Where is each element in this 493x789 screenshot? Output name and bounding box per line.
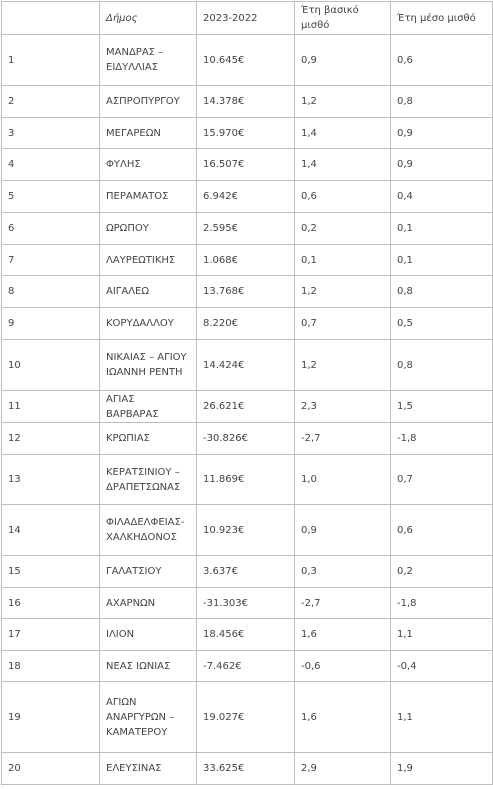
cell-change: 33.625€ [197,753,295,785]
cell-years-base: 1,2 [295,340,391,391]
cell-years-mean: 0,6 [391,35,493,86]
cell-years-mean: 1,9 [391,753,493,785]
cell-change: -30.826€ [197,423,295,455]
header-municipality: Δήμος [100,2,197,35]
table-row [2,181,493,213]
cell-years-mean: 0,8 [391,86,493,118]
cell-rank: 12 [2,423,100,455]
cell-municipality: ΑΧΑΡΝΩΝ [100,588,197,619]
cell-municipality: ΑΓΙΩΝ ΑΝΑΡΓΥΡΩΝ – ΚΑΜΑΤΕΡΟΥ [100,682,197,753]
cell-rank: 17 [2,619,100,651]
cell-years-base: 1,4 [295,118,391,149]
cell-change: 14.378€ [197,86,295,118]
cell-years-base: 1,6 [295,619,391,651]
cell-years-mean: 0,7 [391,455,493,505]
cell-rank: 16 [2,588,100,619]
table-header [2,2,493,35]
table-body [2,35,493,785]
cell-rank: 8 [2,276,100,308]
table-row [2,149,493,181]
cell-municipality: ΝΕΑΣ ΙΩΝΙΑΣ [100,651,197,682]
cell-rank: 9 [2,308,100,340]
cell-rank: 4 [2,149,100,181]
cell-change: 15.970€ [197,118,295,149]
cell-years-mean: 0,2 [391,556,493,588]
cell-years-mean: -1,8 [391,588,493,619]
cell-municipality: ΓΑΛΑΤΣΙΟΥ [100,556,197,588]
cell-change: 18.456€ [197,619,295,651]
table-row [2,276,493,308]
cell-rank: 11 [2,391,100,423]
cell-municipality: ΜΕΓΑΡΕΩΝ [100,118,197,149]
cell-municipality: ΛΑΥΡΕΩΤΙΚΗΣ [100,245,197,276]
cell-change: 13.768€ [197,276,295,308]
table-row [2,308,493,340]
cell-years-base: 2,9 [295,753,391,785]
cell-rank: 13 [2,455,100,505]
header-years-mean: Έτη μέσο μισθό [391,2,493,35]
cell-change: 1.068€ [197,245,295,276]
cell-years-base: 1,0 [295,455,391,505]
cell-municipality: ΚΕΡΑΤΣΙΝΙΟΥ – ΔΡΑΠΕΤΣΩΝΑΣ [100,455,197,505]
cell-years-base: 0,1 [295,245,391,276]
cell-rank: 3 [2,118,100,149]
cell-years-mean: 0,9 [391,149,493,181]
cell-years-base: 0,2 [295,213,391,245]
cell-municipality: ΦΙΛΑΔΕΛΦΕΙΑΣ-ΧΑΛΚΗΔΟΝΟΣ [100,505,197,556]
table-row [2,651,493,682]
table-row [2,588,493,619]
table-row [2,753,493,785]
cell-rank: 19 [2,682,100,753]
table-row [2,556,493,588]
header-years-base: Έτη βασικό μισθό [295,2,391,35]
table-row [2,682,493,753]
cell-years-base: 1,6 [295,682,391,753]
cell-change: -31.303€ [197,588,295,619]
cell-municipality: ΝΙΚΑΙΑΣ – ΑΓΙΟΥ ΙΩΑΝΝΗ ΡΕΝΤΗ [100,340,197,391]
cell-change: 14.424€ [197,340,295,391]
cell-years-base: 0,6 [295,181,391,213]
cell-municipality: ΦΥΛΗΣ [100,149,197,181]
cell-years-mean: 0,6 [391,505,493,556]
cell-years-base: 1,2 [295,86,391,118]
cell-change: 6.942€ [197,181,295,213]
cell-rank: 10 [2,340,100,391]
cell-years-mean: 0,8 [391,276,493,308]
cell-rank: 2 [2,86,100,118]
cell-years-mean: 0,5 [391,308,493,340]
cell-years-mean: 1,1 [391,619,493,651]
cell-municipality: ΑΣΠΡΟΠΥΡΓΟΥ [100,86,197,118]
table-row [2,505,493,556]
cell-municipality: ΩΡΩΠΟΥ [100,213,197,245]
cell-municipality: ΠΕΡΑΜΑΤΟΣ [100,181,197,213]
cell-rank: 18 [2,651,100,682]
cell-rank: 5 [2,181,100,213]
cell-years-base: 0,9 [295,35,391,86]
cell-municipality: ΑΙΓΑΛΕΩ [100,276,197,308]
cell-years-mean: 0,8 [391,340,493,391]
table-row [2,423,493,455]
cell-rank: 20 [2,753,100,785]
cell-years-base: 0,3 [295,556,391,588]
cell-rank: 15 [2,556,100,588]
cell-years-mean: -1,8 [391,423,493,455]
cell-years-mean: 1,5 [391,391,493,423]
cell-years-base: 1,2 [295,276,391,308]
cell-years-base: -2,7 [295,588,391,619]
cell-years-mean: 1,1 [391,682,493,753]
cell-years-base: -0,6 [295,651,391,682]
table-row [2,118,493,149]
cell-municipality: ΜΑΝΔΡΑΣ – ΕΙΔΥΛΛΙΑΣ [100,35,197,86]
cell-rank: 14 [2,505,100,556]
cell-change: 10.645€ [197,35,295,86]
header-change: 2023-2022 [197,2,295,35]
cell-years-base: 1,4 [295,149,391,181]
cell-years-mean: 0,1 [391,213,493,245]
table-row [2,86,493,118]
cell-years-base: 2,3 [295,391,391,423]
cell-years-mean: -0,4 [391,651,493,682]
table-row [2,455,493,505]
cell-rank: 6 [2,213,100,245]
cell-rank: 7 [2,245,100,276]
cell-change: 3.637€ [197,556,295,588]
table-row [2,340,493,391]
table-row [2,619,493,651]
cell-years-mean: 0,9 [391,118,493,149]
cell-years-mean: 0,4 [391,181,493,213]
cell-years-base: 0,7 [295,308,391,340]
header-row [2,2,493,35]
cell-change: -7.462€ [197,651,295,682]
table-row [2,213,493,245]
cell-municipality: ΙΛΙΟΝ [100,619,197,651]
cell-municipality: ΑΓΙΑΣ ΒΑΡΒΑΡΑΣ [100,391,197,423]
cell-change: 2.595€ [197,213,295,245]
cell-change: 26.621€ [197,391,295,423]
cell-years-base: -2,7 [295,423,391,455]
cell-change: 19.027€ [197,682,295,753]
cell-change: 8.220€ [197,308,295,340]
cell-change: 11.869€ [197,455,295,505]
table-row [2,391,493,423]
municipality-table [1,1,493,785]
table-row [2,245,493,276]
cell-municipality: ΕΛΕΥΣΙΝΑΣ [100,753,197,785]
cell-years-mean: 0,1 [391,245,493,276]
cell-municipality: ΚΟΡΥΔΑΛΛΟΥ [100,308,197,340]
cell-change: 10.923€ [197,505,295,556]
cell-change: 16.507€ [197,149,295,181]
cell-years-base: 0,9 [295,505,391,556]
header-rank [2,2,100,35]
table-row [2,35,493,86]
cell-municipality: ΚΡΩΠΙΑΣ [100,423,197,455]
cell-rank: 1 [2,35,100,86]
